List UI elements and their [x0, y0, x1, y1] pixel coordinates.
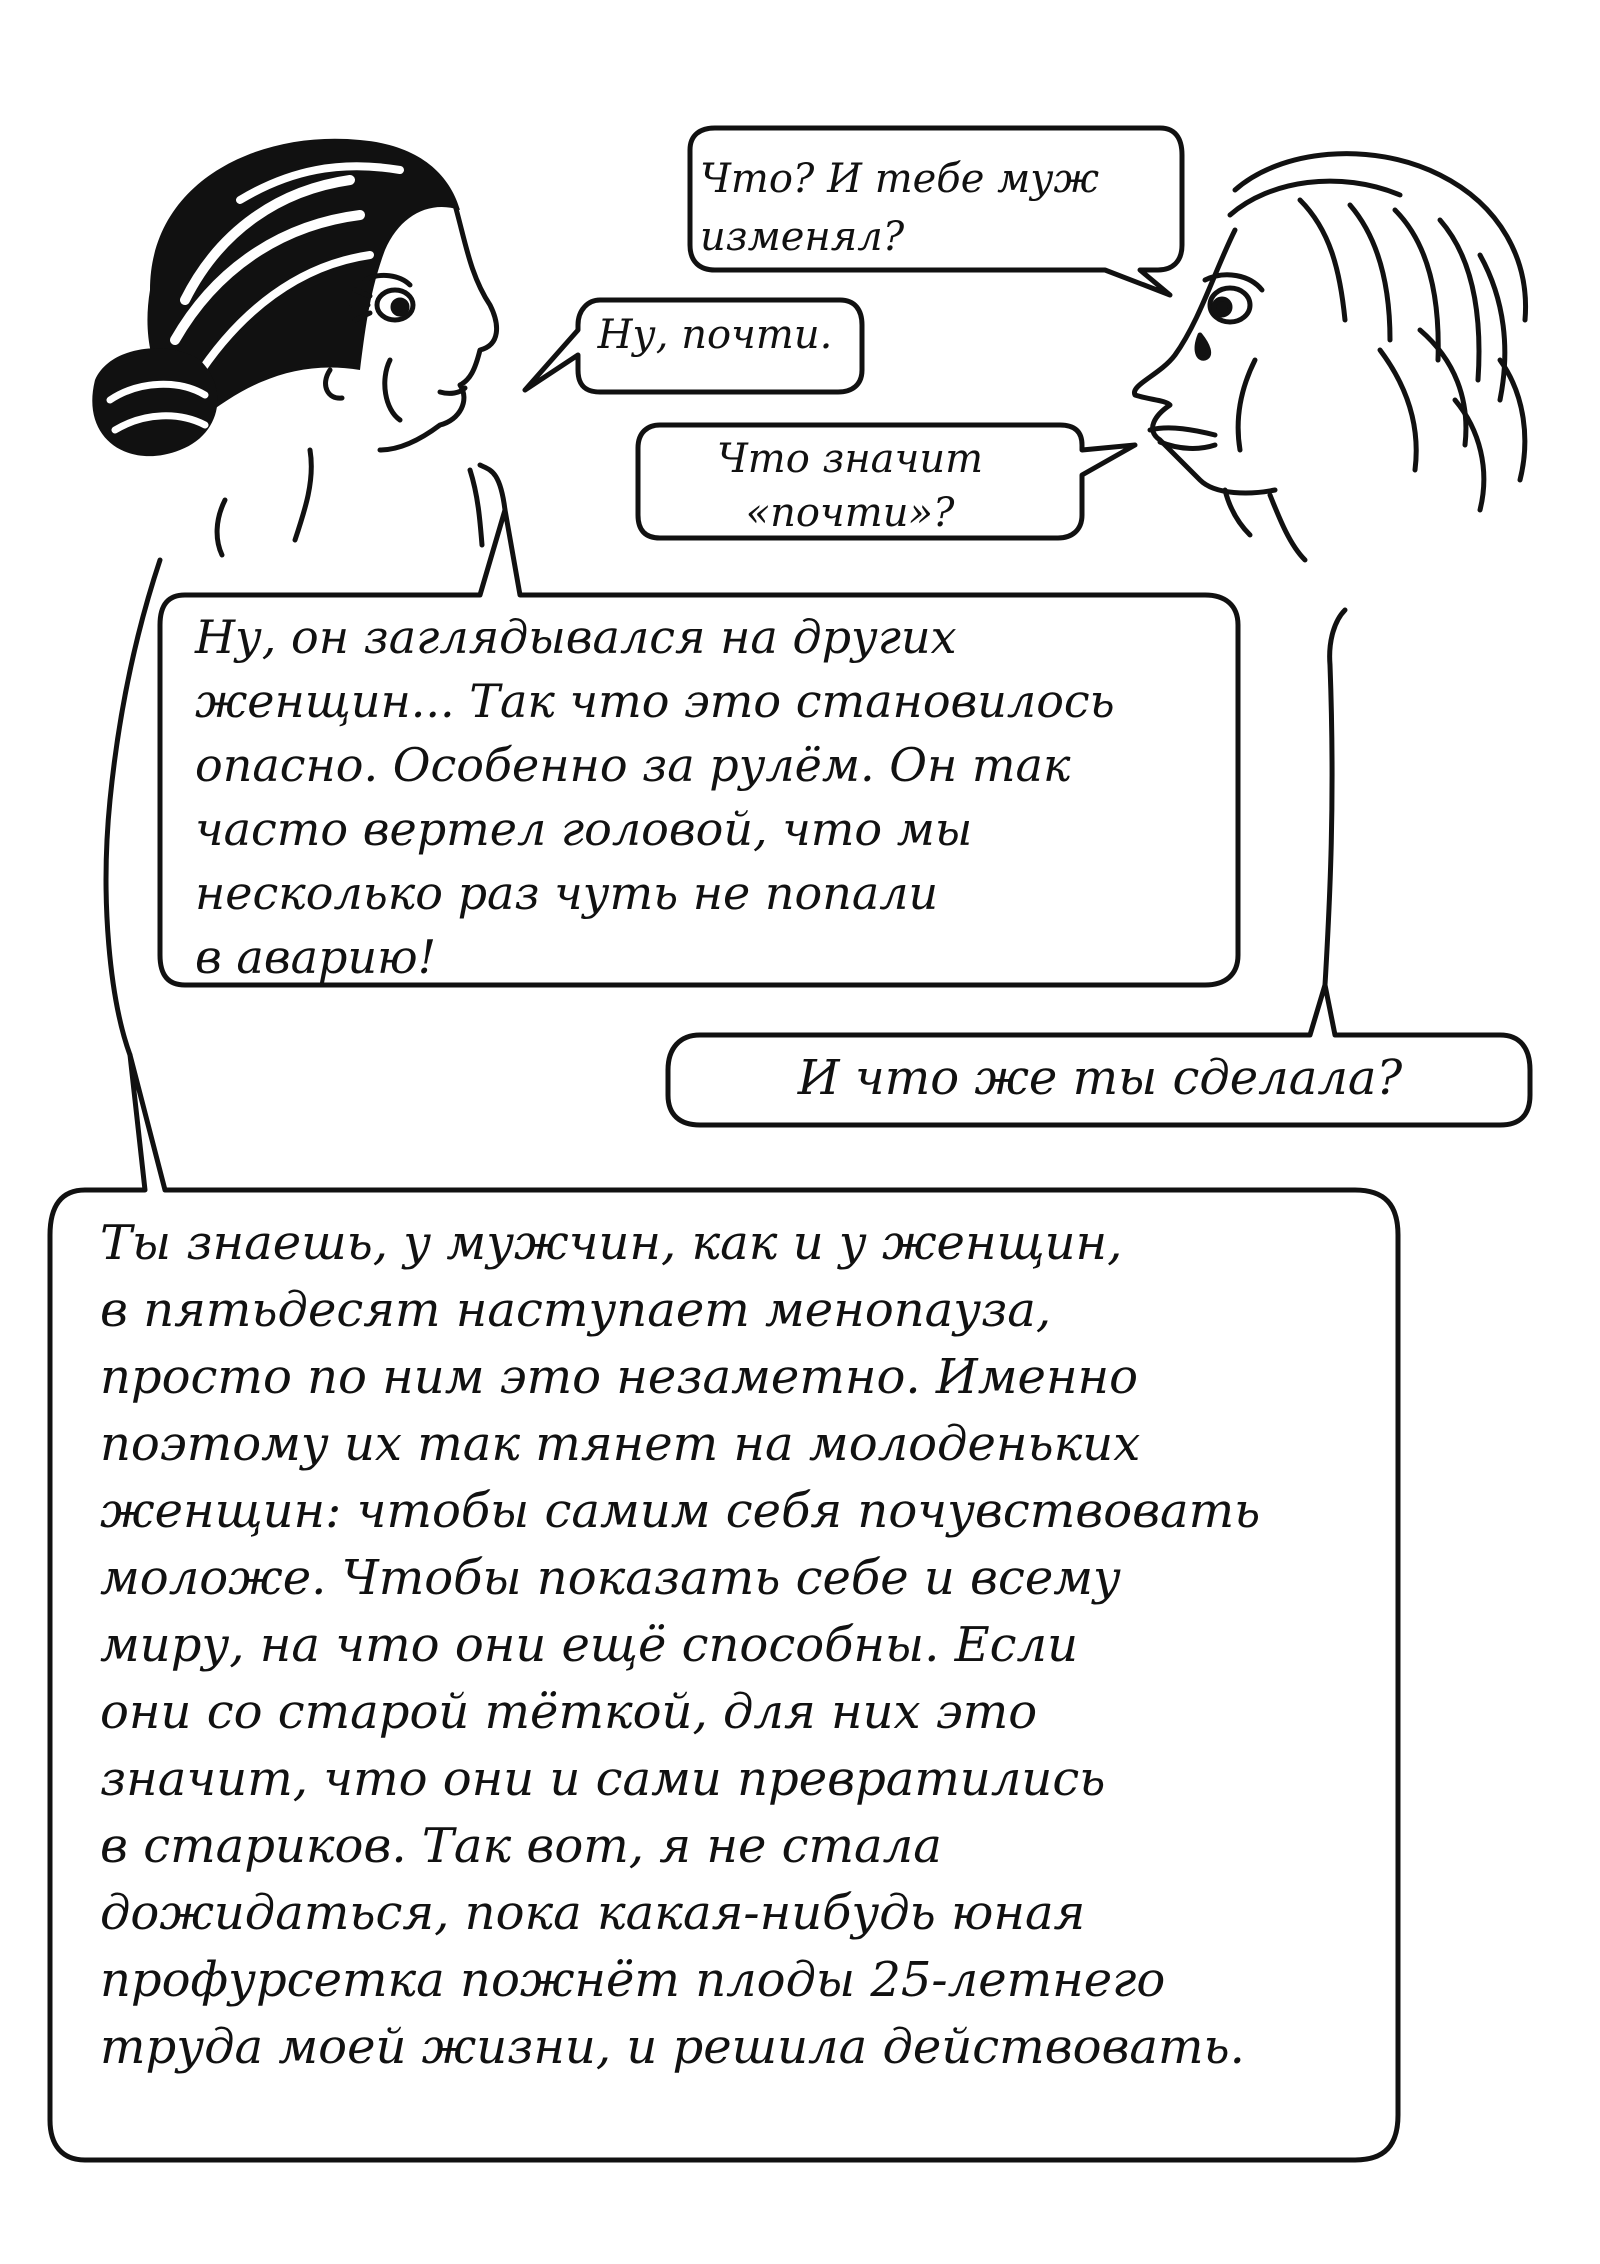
bubble-1-text: Что? И тебе муж изменял? [700, 156, 1099, 260]
bubble-2-text: Ну, почти. [597, 312, 833, 358]
left-woman-figure [92, 139, 496, 555]
bubble-4-text: Ну, он заглядывался на других женщин... Так что это становилось опасно. Особенно за рулём. Он так часто вертел головой, что мы несколько раз чуть не попали в аварию! [195, 610, 1115, 984]
bubble-4-tail-line [480, 465, 505, 510]
right-woman-figure [1134, 154, 1525, 560]
bubble-5-text: И что же ты сделала? [797, 1050, 1403, 1106]
bubble-5-tail-line [1325, 610, 1345, 985]
bubble-6-text: Ты знаешь, у мужчин, как и у женщин, в пятьдесят наступает менопауза, просто по ним это незаметно. Именно поэтому их так тянет на молоденьких женщин: чтобы самим себя почувствовать моложе. Чтобы показать себе и всему миру, на что они ещё способны. Если они со старой тёткой, для них это значит, что они и сами превратились в стариков. Так вот, я не стала дожидаться, пока какая-нибудь юная профурсетка пожнёт плоды 25-летнего труда моей жизни, и решила действовать. [100, 1215, 1261, 2075]
bubble-3-text: Что значит «почти»? [716, 436, 984, 536]
bubble-6-tail-line [106, 560, 160, 1055]
